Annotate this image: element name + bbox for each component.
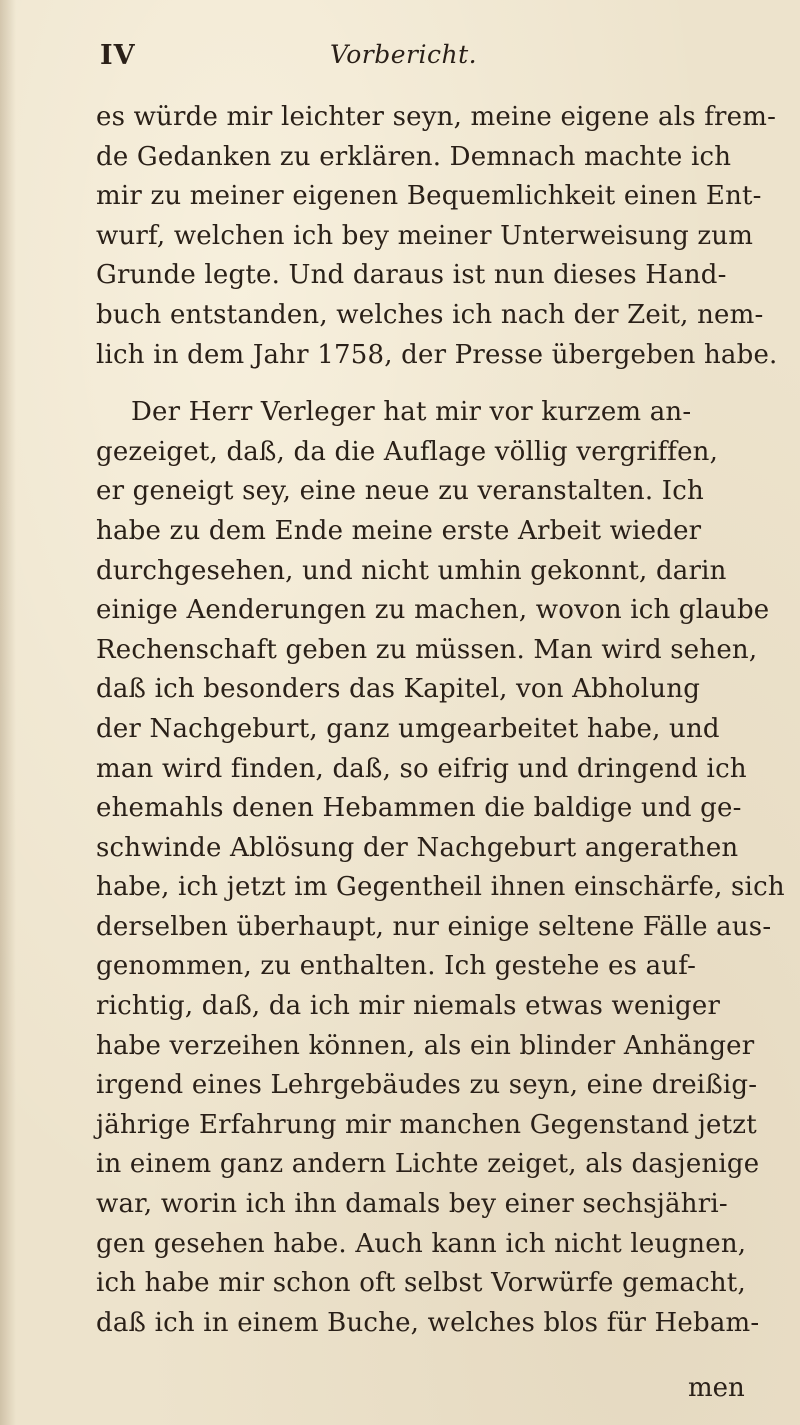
text-line: er geneigt sey, eine neue zu veranstalten. Ich [96,476,704,507]
text-line: habe zu dem Ende meine erste Arbeit wieder [96,515,702,546]
text-line: einige Aenderungen zu machen, wovon ich glaube [96,595,770,626]
text-line: gen gesehen habe. Auch kann ich nicht leugnen, [96,1228,747,1259]
text-line: derselben überhaupt, nur einige seltene Fälle aus- [96,911,772,942]
text-line: wurf, welchen ich bey meiner Unterweisung zum [96,220,754,251]
text-line: habe verzeihen können, als ein blinder Anhänger [96,1030,755,1061]
page-header [100,40,740,76]
text-line: daß ich in einem Buche, welches blos für Hebam- [96,1307,760,1338]
text-line: mir zu meiner eigenen Bequemlichkeit einen Ent- [96,181,762,212]
text-line: der Nachgeburt, ganz umgearbeitet habe, und [96,713,720,744]
running-head: Vorbericht. [330,40,478,69]
text-line: ehemahls denen Hebammen die baldige und ge- [96,793,742,824]
text-line: ich habe mir schon oft selbst Vorwürfe gemacht, [96,1268,746,1299]
page-number: IV [100,40,136,71]
text-line: jährige Erfahrung mir manchen Gegenstand jetzt [96,1109,757,1140]
text-line: genommen, zu enthalten. Ich gestehe es auf- [96,951,697,982]
text-line: Grunde legte. Und daraus ist nun dieses Hand- [96,260,727,291]
text-line: Rechenschaft geben zu müssen. Man wird sehen, [96,634,758,665]
paragraph-spacing [96,375,786,393]
text-line: durchgesehen, und nicht umhin gekonnt, darin [96,555,727,586]
paragraph-1 [96,98,786,375]
text-line: buch entstanden, welches ich nach der Zeit, nem- [96,299,764,330]
text-line: es würde mir leichter seyn, meine eigene als frem- [96,102,777,132]
text-line: gezeiget, daß, da die Auflage völlig vergriffen, [96,436,719,467]
text-line: man wird finden, daß, so eifrig und dringend ich [96,753,747,784]
text-line: de Gedanken zu erklären. Demnach machte ich [96,141,732,172]
gutter-shadow [0,0,16,1425]
text-line: richtig, daß, da ich mir niemals etwas weniger [96,991,721,1022]
text-line: schwinde Ablösung der Nachgeburt angerathen [96,832,739,863]
text-line: lich in dem Jahr 1758, der Presse übergeben habe. [96,339,778,370]
text-line: irgend eines Lehrgebäudes zu seyn, eine dreißig- [96,1070,758,1101]
text-line: daß ich besonders das Kapitel, von Abholung [96,674,701,705]
text-line: war, worin ich ihn damals bey einer sechsjähri- [96,1189,728,1220]
text-line: in einem ganz andern Lichte zeiget, als dasjenige [96,1149,760,1180]
text-line: Der Herr Verleger hat mir vor kurzem an- [131,397,692,428]
catchword: men [688,1373,745,1403]
text-line: habe, ich jetzt im Gegentheil ihnen einschärfe, sich [96,872,785,903]
body-text [96,98,786,1343]
paragraph-2 [96,393,786,1343]
